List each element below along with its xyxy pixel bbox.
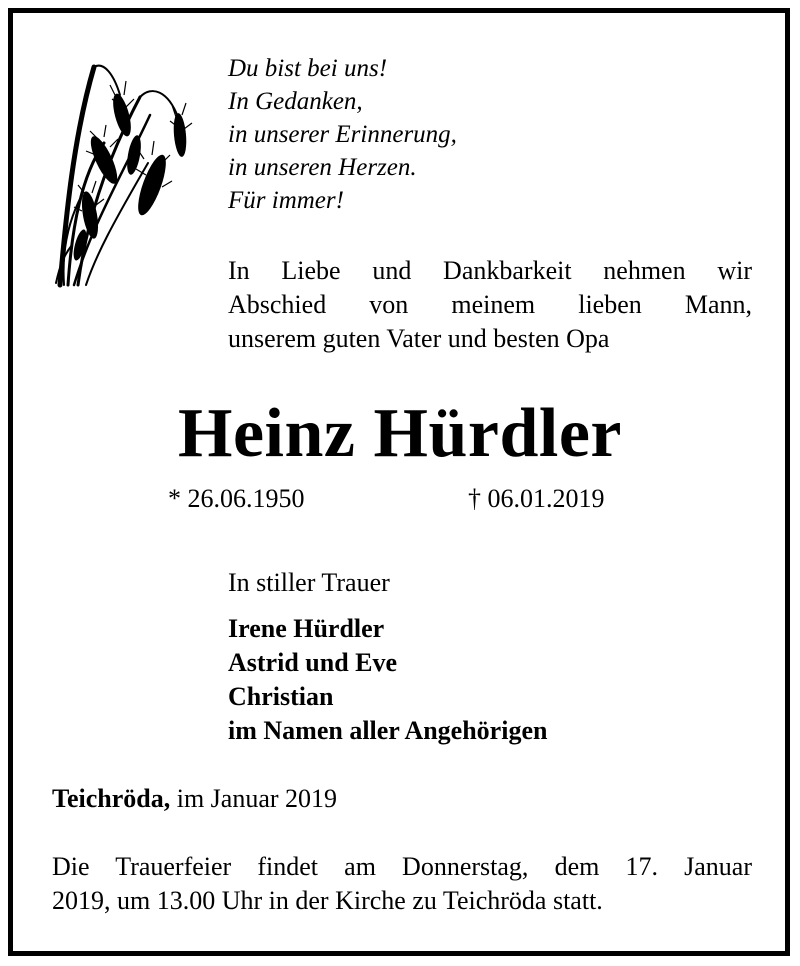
grass-ears-illustration [52,55,202,290]
death-date: † 06.01.2019 [468,484,605,513]
mourning-heading: In stiller Trauer [228,568,390,597]
ceremony-line: 2019, um 13.00 Uhr in der Kirche zu Teichröda statt. [52,886,603,915]
farewell-line: Abschied von meinem lieben Mann, [228,290,752,319]
mourners-list [228,612,547,748]
date-text: im Januar 2019 [176,784,338,813]
poem-line: Du bist bei uns! [228,55,388,82]
birth-date: * 26.06.1950 [168,484,305,513]
farewell-line: In Liebe und Dankbarkeit nehmen wir [228,256,752,285]
deceased-name: Heinz Hürdler [178,395,622,472]
poem-line: In Gedanken, [228,88,363,115]
ceremony-line: Die Trauerfeier findet am Donnerstag, dem 17. Januar [52,852,752,881]
place-name: Teichröda, [52,784,171,813]
farewell-line: unserem guten Vater und besten Opa [228,324,610,353]
farewell-text [228,254,752,356]
funeral-ceremony-notice [52,850,752,918]
poem-line: Für immer! [228,187,344,214]
place-and-date [52,782,337,816]
mourner-name: Irene Hürdler [228,614,385,643]
poem-line: in unserer Erinnerung, [228,121,457,148]
mourner-name: Astrid und Eve [228,648,398,677]
poem-block [228,52,457,217]
mourner-name: im Namen aller Angehörigen [228,716,548,745]
mourner-name: Christian [228,682,334,711]
poem-line: in unseren Herzen. [228,154,417,181]
